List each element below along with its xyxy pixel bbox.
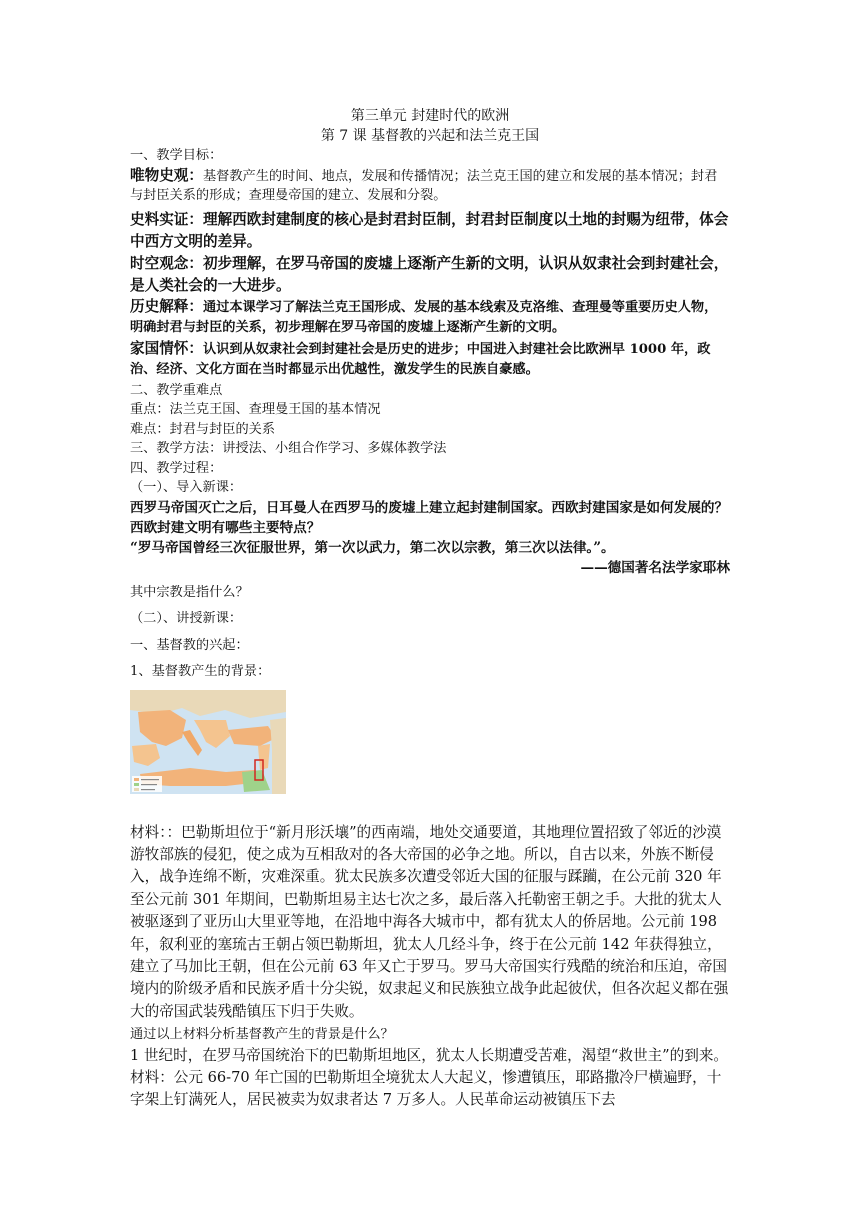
key-point-difficulty: 难点：封君与封臣的关系: [130, 421, 276, 437]
material-1: 材料：：巴勒斯坦位于“新月形沃壤”的西南端，地处交通要道，其地理位置招致了邻近的沙漠游牧部族的侵犯，使之成为互相敌对的各大帝国的必争之地。所以，自古以来，外族不断侵入，战争连绵不断，灾难深重。犹太民族多次遭受邻近大国的征服与蹂躏，在公元前 320 年至公元前 301 年期间，巴勒斯坦易主达七次之多，最后落入托勒密王朝之手。大批的犹太人被驱逐到了亚历山大里亚等地，在沿地中海各大城市中，都有犹太人的侨居地。公元前 198 年，叙利亚的塞琉古王朝占领巴勒斯坦，犹太人几经斗争，终于在公元前 142 年获得独立，建立了马加比王朝，但在公元前 63 年又亡于罗马。罗马大帝国实行残酷的统治和压迫，帝国境内的阶级矛盾和民族矛盾十分尖锐，奴隶起义和民族独立战争此起彼伏，但各次起义都在强大的帝国武装残酷镇压下归于失败。: [130, 823, 729, 1020]
intro-heading: （一）、导入新课：: [130, 480, 243, 495]
answer-background: 1 世纪时，在罗马帝国统治下的巴勒斯坦地区，犹太人长期遭受苦难，渴望“救世主”的到来。: [130, 1047, 729, 1065]
objective-label: 史料实证：: [130, 210, 203, 228]
objective-interpretation: [130, 297, 730, 339]
intro-text: 西罗马帝国灭亡之后，日耳曼人在西罗马的废墟上建立起封建制国家。西欧封建国家是如何发展的？西欧封建文明有哪些主要特点？: [130, 499, 729, 536]
roman-empire-map-icon: [130, 690, 286, 794]
objectives-heading: 一、教学目标：: [130, 148, 223, 163]
material-2: 材料：公元 66-70 年亡国的巴勒斯坦全境犹太人大起义，惨遭镇压，耶路撒冷尸横遍野，十字架上钉满死人，居民被卖为奴隶者达 7 万多人。人民革命运动被镇压下去: [130, 1069, 722, 1109]
objective-label: 历史解释：: [130, 297, 203, 315]
unit-title: 第三单元 封建时代的欧洲: [350, 108, 510, 124]
process-heading: 四、教学过程：: [130, 460, 223, 476]
objective-label: 家国情怀：: [130, 339, 203, 357]
roman-empire-map: [130, 690, 286, 794]
objective-evidence: [130, 209, 730, 253]
quote-source: ——德国著名法学家耶林: [580, 559, 730, 576]
objective-label: 时空观念：: [130, 254, 203, 272]
quote-text: “罗马帝国曾经三次征服世界，第一次以武力，第二次以宗教，第三次以法律。”。: [130, 539, 615, 556]
objective-text: 基督教产生的时间、地点，发展和传播情况；法兰克王国的建立和发展的基本情况；封君与封臣关系的形成；查理曼帝国的建立、发展和分裂。: [130, 168, 718, 203]
question-religion: 其中宗教是指什么？: [130, 584, 249, 600]
document-page: [130, 106, 730, 1111]
objective-spacetime: [130, 253, 730, 297]
question-background: 通过以上材料分析基督教产生的背景是什么？: [130, 1027, 394, 1043]
objective-patriotism: [130, 339, 730, 381]
section-1-1-heading: 1、基督教产生的背景：: [130, 664, 271, 679]
objective-text: 通过本课学习了解法兰克王国形成、发展的基本线索及克洛维、查理曼等重要历史人物，明确封君与封臣的关系，初步理解在罗马帝国的废墟上逐渐产生新的文明。: [130, 299, 718, 335]
objective-text: 初步理解，在罗马帝国的废墟上逐渐产生新的文明，认识从奴隶社会到封建社会，是人类社会的一大进步。: [130, 254, 729, 294]
section-1-heading: 一、基督教的兴起：: [130, 637, 249, 653]
key-point-focus: 重点：法兰克王国、查理曼王国的基本情况: [130, 402, 381, 417]
objective-text: 理解西欧封建制度的核心是封君封臣制，封君封臣制度以土地的封赐为纽带，体会中西方文明的差异。: [130, 210, 729, 250]
methods-line: 三、教学方法：讲授法、小组合作学习、多媒体教学法: [130, 441, 447, 456]
lesson-title: 第 7 课 基督教的兴起和法兰克王国: [320, 128, 540, 144]
lecture-heading: （二）、讲授新课：: [130, 611, 243, 626]
objective-materialism: [130, 166, 730, 206]
objective-text: 认识到从奴隶社会到封建社会是历史的进步；中国进入封建社会比欧洲早 1000 年，政治、经济、文化方面在当时都显示出优越性，激发学生的民族自豪感。: [130, 341, 711, 377]
objective-label: 唯物史观：: [130, 166, 203, 184]
key-points-heading: 二、教学重难点: [130, 382, 223, 398]
